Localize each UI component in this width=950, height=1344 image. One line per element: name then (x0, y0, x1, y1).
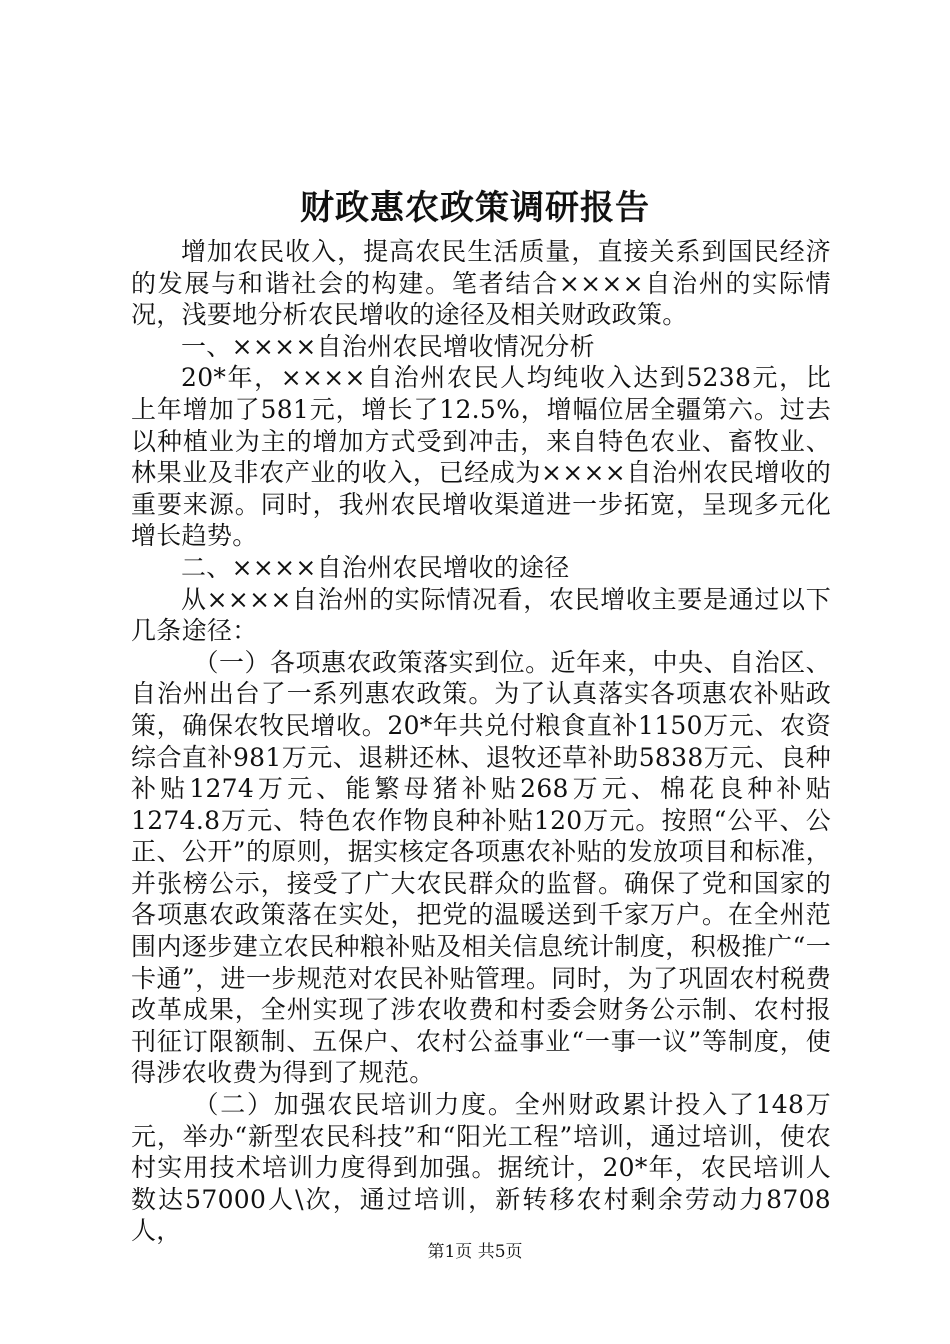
heading-section-1: 一、××××自治州农民增收情况分析 (181, 331, 595, 361)
paragraph-income-analysis: 20*年，××××自治州农民人均纯收入达到5238元，比上年增加了581元，增长了12.5%，增幅位居全疆第六。过去以种植业为主的增加方式受到冲击，来自特色农业、畜牧业、林果业及非农产业的收入，已经成为××××自治州农民增收的重要来源。同时，我州农民增收渠道进一步拓宽，呈现多元化增长趋势。 (131, 363, 831, 551)
paragraph-farmer-training: （二）加强农民培训力度。全州财政累计投入了148万元，举办“新型农民科技”和“阳光工程”培训，通过培训，使农村实用技术培训力度得到加强。据统计，20*年，农民培训人数达57000人\次，通过培训，新转移农村剩余劳动力8708人， (131, 1090, 831, 1246)
paragraph-policy-implementation: （一）各项惠农政策落实到位。近年来，中央、自治区、自治州出台了一系列惠农政策。为了认真落实各项惠农补贴政策，确保农牧民增收。20*年共兑付粮食直补1150万元、农资综合直补981万元、退耕还林、退牧还草补助5838万元、良种补贴1274万元、能繁母猪补贴268万元、棉花良种补贴1274.8万元、特色农作物良种补贴120万元。按照“公平、公正、公开”的原则，据实核定各项惠农补贴的发放项目和标准，并张榜公示，接受了广大农民群众的监督。确保了党和国家的各项惠农政策落在实处，把党的温暖送到千家万户。在全州范围内逐步建立农民种粮补贴及相关信息统计制度，积极推广“一卡通”，进一步规范对农民补贴管理。同时，为了巩固农村税费改革成果，全州实现了涉农收费和村委会财务公示制、农村报刊征订限额制、五保户、农村公益事业“一事一议”等制度，使得涉农收费为得到了规范。 (131, 647, 831, 1088)
page-title: 财政惠农政策调研报告 (300, 188, 650, 228)
heading-section-2: 二、××××自治州农民增收的途径 (181, 552, 570, 582)
paragraph-income-paths: 从××××自治州的实际情况看，农民增收主要是通过以下几条途径： (131, 584, 831, 646)
page-footer: 第1页 共5页 (427, 1242, 523, 1262)
paragraph-intro: 增加农民收入，提高农民生活质量，直接关系到国民经济的发展与和谐社会的构建。笔者结合××××自治州的实际情况，浅要地分析农民增收的途径及相关财政政策。 (131, 237, 831, 330)
document-body (131, 236, 831, 1247)
